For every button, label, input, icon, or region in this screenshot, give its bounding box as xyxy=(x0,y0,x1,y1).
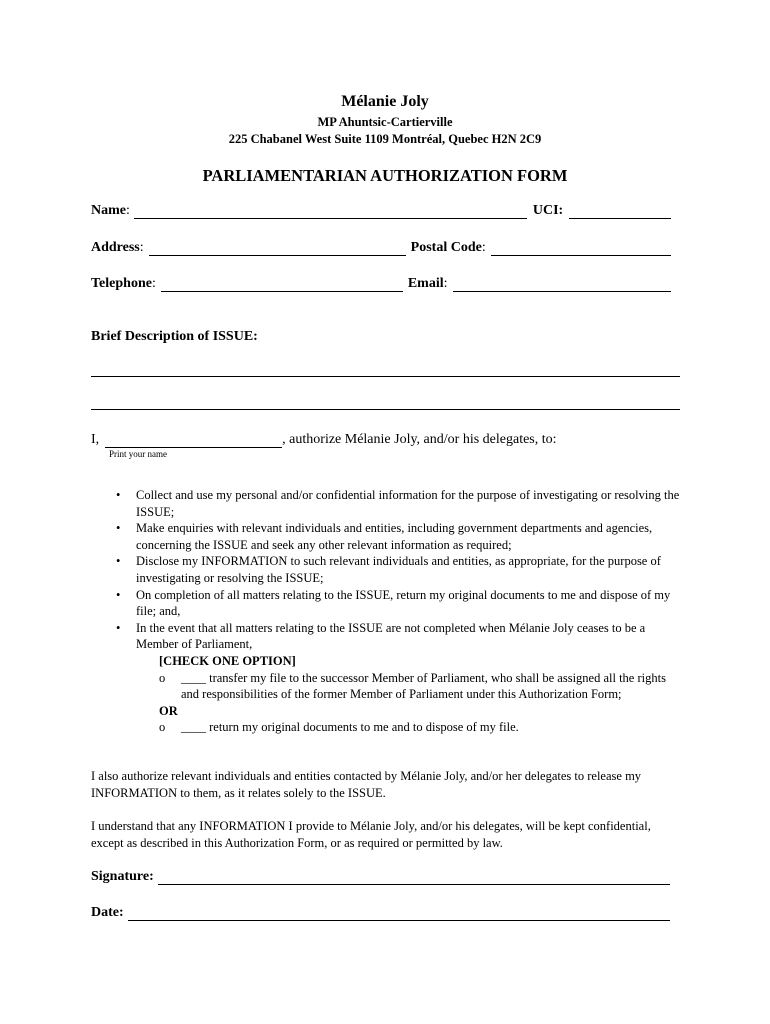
postal-code-label: Postal Code xyxy=(410,240,482,255)
date-row xyxy=(91,905,670,921)
authorize-row xyxy=(91,432,557,448)
bullet-icon: • xyxy=(116,521,121,536)
option-transfer xyxy=(159,670,681,703)
uci-label: UCI: xyxy=(532,203,564,218)
bullet-icon: • xyxy=(116,620,121,635)
bullet-icon: • xyxy=(116,587,121,602)
bullet-icon: • xyxy=(116,488,121,502)
telephone-row: Telephone : Email : xyxy=(91,276,671,292)
option-return xyxy=(159,719,681,736)
list-item: • On completion of all matters relating to the ISSUE, return my original documents to me and dispose of my file; and, xyxy=(116,587,671,619)
release-paragraph: I also authorize relevant individuals and entities contacted by Mélanie Joly, and/or her delegates to release my INFORMATION to them, as it relates solely to the ISSUE. xyxy=(91,769,642,800)
confidentiality-paragraph: I understand that any INFORMATION I provide to Mélanie Joly, and/or his delegates, will be kept confidential, except as described in this Authorization Form, or as required or permitted by law. xyxy=(91,819,651,850)
or-label: OR xyxy=(159,703,178,718)
name-row: Name : UCI: xyxy=(91,203,671,219)
signature-field[interactable] xyxy=(158,870,670,885)
authorization-list xyxy=(116,487,681,736)
mp-riding: MP Ahuntsic-Cartierville xyxy=(317,115,453,129)
form-title: PARLIAMENTARIAN AUTHORIZATION FORM xyxy=(202,166,568,185)
email-field[interactable] xyxy=(453,277,671,292)
issue-line-1[interactable] xyxy=(91,376,680,377)
circle-icon: o xyxy=(159,720,166,735)
address-row: Address : Postal Code : xyxy=(91,240,671,256)
postal-code-field[interactable] xyxy=(491,241,671,256)
date-field[interactable] xyxy=(128,906,670,921)
name-field[interactable] xyxy=(134,204,527,219)
issue-line-2[interactable] xyxy=(91,409,680,410)
address-label: Address xyxy=(91,240,140,255)
issue-label: Brief Description of ISSUE: xyxy=(91,329,258,344)
address-field[interactable] xyxy=(149,241,406,256)
telephone-field[interactable] xyxy=(161,277,403,292)
mp-name: Mélanie Joly xyxy=(341,93,429,110)
circle-icon: o xyxy=(159,670,166,685)
check-one-option: [CHECK ONE OPTION] xyxy=(159,653,296,668)
name-label: Name xyxy=(91,203,126,218)
list-item: • Collect and use my personal and/or confidential information for the purpose of investigating or resolving the ISSUE; xyxy=(116,488,680,519)
bullet-icon: • xyxy=(116,554,121,569)
signature-label: Signature: xyxy=(91,869,154,884)
email-label: Email xyxy=(407,276,444,291)
list-item: • In the event that all matters relating to the ISSUE are not completed when Mélanie Joly ceases to be a Member of Parliament, xyxy=(116,620,646,652)
date-label: Date: xyxy=(91,905,124,920)
list-item: • Make enquiries with relevant individuals and entities, including government departments and agencies, concerning the ISSUE and seek any other relevant information as required; xyxy=(116,521,653,552)
mp-office-address: 225 Chabanel West Suite 1109 Montréal, Quebec H2N 2C9 xyxy=(228,132,542,146)
print-name-field[interactable] xyxy=(105,433,282,448)
authorize-prefix: I, xyxy=(91,432,100,447)
print-name-caption: Print your name xyxy=(109,449,167,459)
signature-row xyxy=(91,869,670,885)
option-return-text[interactable]: ____ return my original documents to me and to dispose of my file. xyxy=(181,720,519,735)
authorize-suffix: , authorize Mélanie Joly, and/or his delegates, to: xyxy=(282,432,557,447)
list-item: • Disclose my INFORMATION to such relevant individuals and entities, as appropriate, for the purpose of investigating or resolving the ISSUE; xyxy=(116,554,661,585)
option-transfer-text[interactable]: ____ transfer my file to the successor Member of Parliament, who shall be assigned all the rights and responsibilities of the former Member of Parliament under this Authorization Form; xyxy=(181,670,666,702)
uci-field[interactable] xyxy=(569,204,671,219)
telephone-label: Telephone xyxy=(91,276,152,291)
